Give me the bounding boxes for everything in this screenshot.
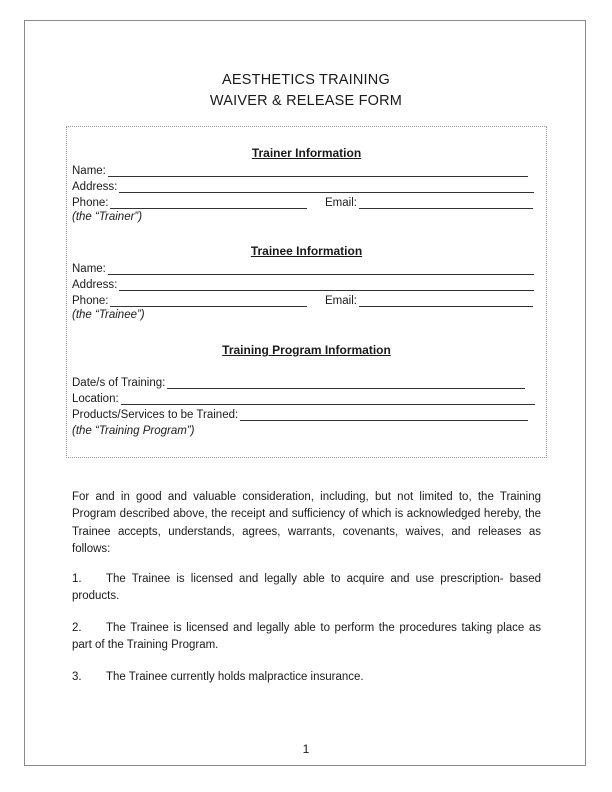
trainee-email-label: Email: [325,295,357,307]
program-dates-label: Date/s of Training: [72,377,166,389]
list-item-text: The Trainee currently holds malpractice insurance. [106,671,364,683]
trainer-phone-field[interactable] [110,197,307,209]
trainee-name-row [72,261,534,275]
trainee-email-row [325,293,533,307]
program-location-label: Location: [72,393,119,405]
trainer-name-label: Name: [72,165,106,177]
trainee-address-row [72,277,534,291]
list-item [72,571,541,606]
program-designation: (the “Training Program”) [72,425,195,437]
trainer-email-field[interactable] [359,197,533,209]
trainer-phone-label: Phone: [72,197,109,209]
trainer-email-row [325,195,533,209]
program-dates-row [72,375,525,389]
trainee-address-field[interactable] [119,279,534,291]
trainer-address-label: Address: [72,181,118,193]
program-location-row [72,391,535,405]
trainer-designation: (the “Trainer”) [72,211,143,223]
trainee-phone-row [72,293,307,307]
program-section-heading: Training Program Information [222,343,391,357]
program-products-field[interactable] [240,409,528,421]
trainee-section-heading: Trainee Information [250,244,363,258]
program-products-row [72,407,528,421]
trainee-address-label: Address: [72,279,118,291]
trainer-phone-row [72,195,307,209]
list-item-number: 1. [72,573,82,585]
list-item [72,669,541,686]
form-title-line-1: AESTHETICS TRAINING [222,72,390,88]
trainee-name-label: Name: [72,263,106,275]
program-location-field[interactable] [121,393,535,405]
trainer-name-row [72,163,528,177]
list-item-number: 2. [72,622,82,634]
trainer-email-label: Email: [325,197,357,209]
form-title-line-2: WAIVER & RELEASE FORM [209,93,403,109]
list-item [72,620,541,655]
intro-paragraph: For and in good and valuable consideration, including, but not limited to, the Training Program described above, the receipt and sufficiency of which is acknowledged hereby, the Trainee accepts, understands, agrees, warrants, covenants, waives, and releases as follows: [72,491,541,555]
list-item-text: The Trainee is licensed and legally able to perform the procedures taking place as part of the Training Program. [72,622,541,652]
trainer-section-heading: Trainer Information [251,146,362,160]
trainee-email-field[interactable] [359,295,533,307]
program-dates-field[interactable] [167,377,525,389]
page-number: 1 [302,742,310,756]
trainee-phone-label: Phone: [72,295,109,307]
trainee-name-field[interactable] [108,263,534,275]
trainee-phone-field[interactable] [110,295,307,307]
list-item-text: The Trainee is licensed and legally able to acquire and use prescription- based products. [72,573,541,603]
trainer-address-field[interactable] [119,181,534,193]
program-products-label: Products/Services to be Trained: [72,409,239,421]
trainee-designation: (the “Trainee”) [72,309,145,321]
trainer-address-row [72,179,534,193]
list-item-number: 3. [72,671,82,683]
trainer-name-field[interactable] [108,165,528,177]
